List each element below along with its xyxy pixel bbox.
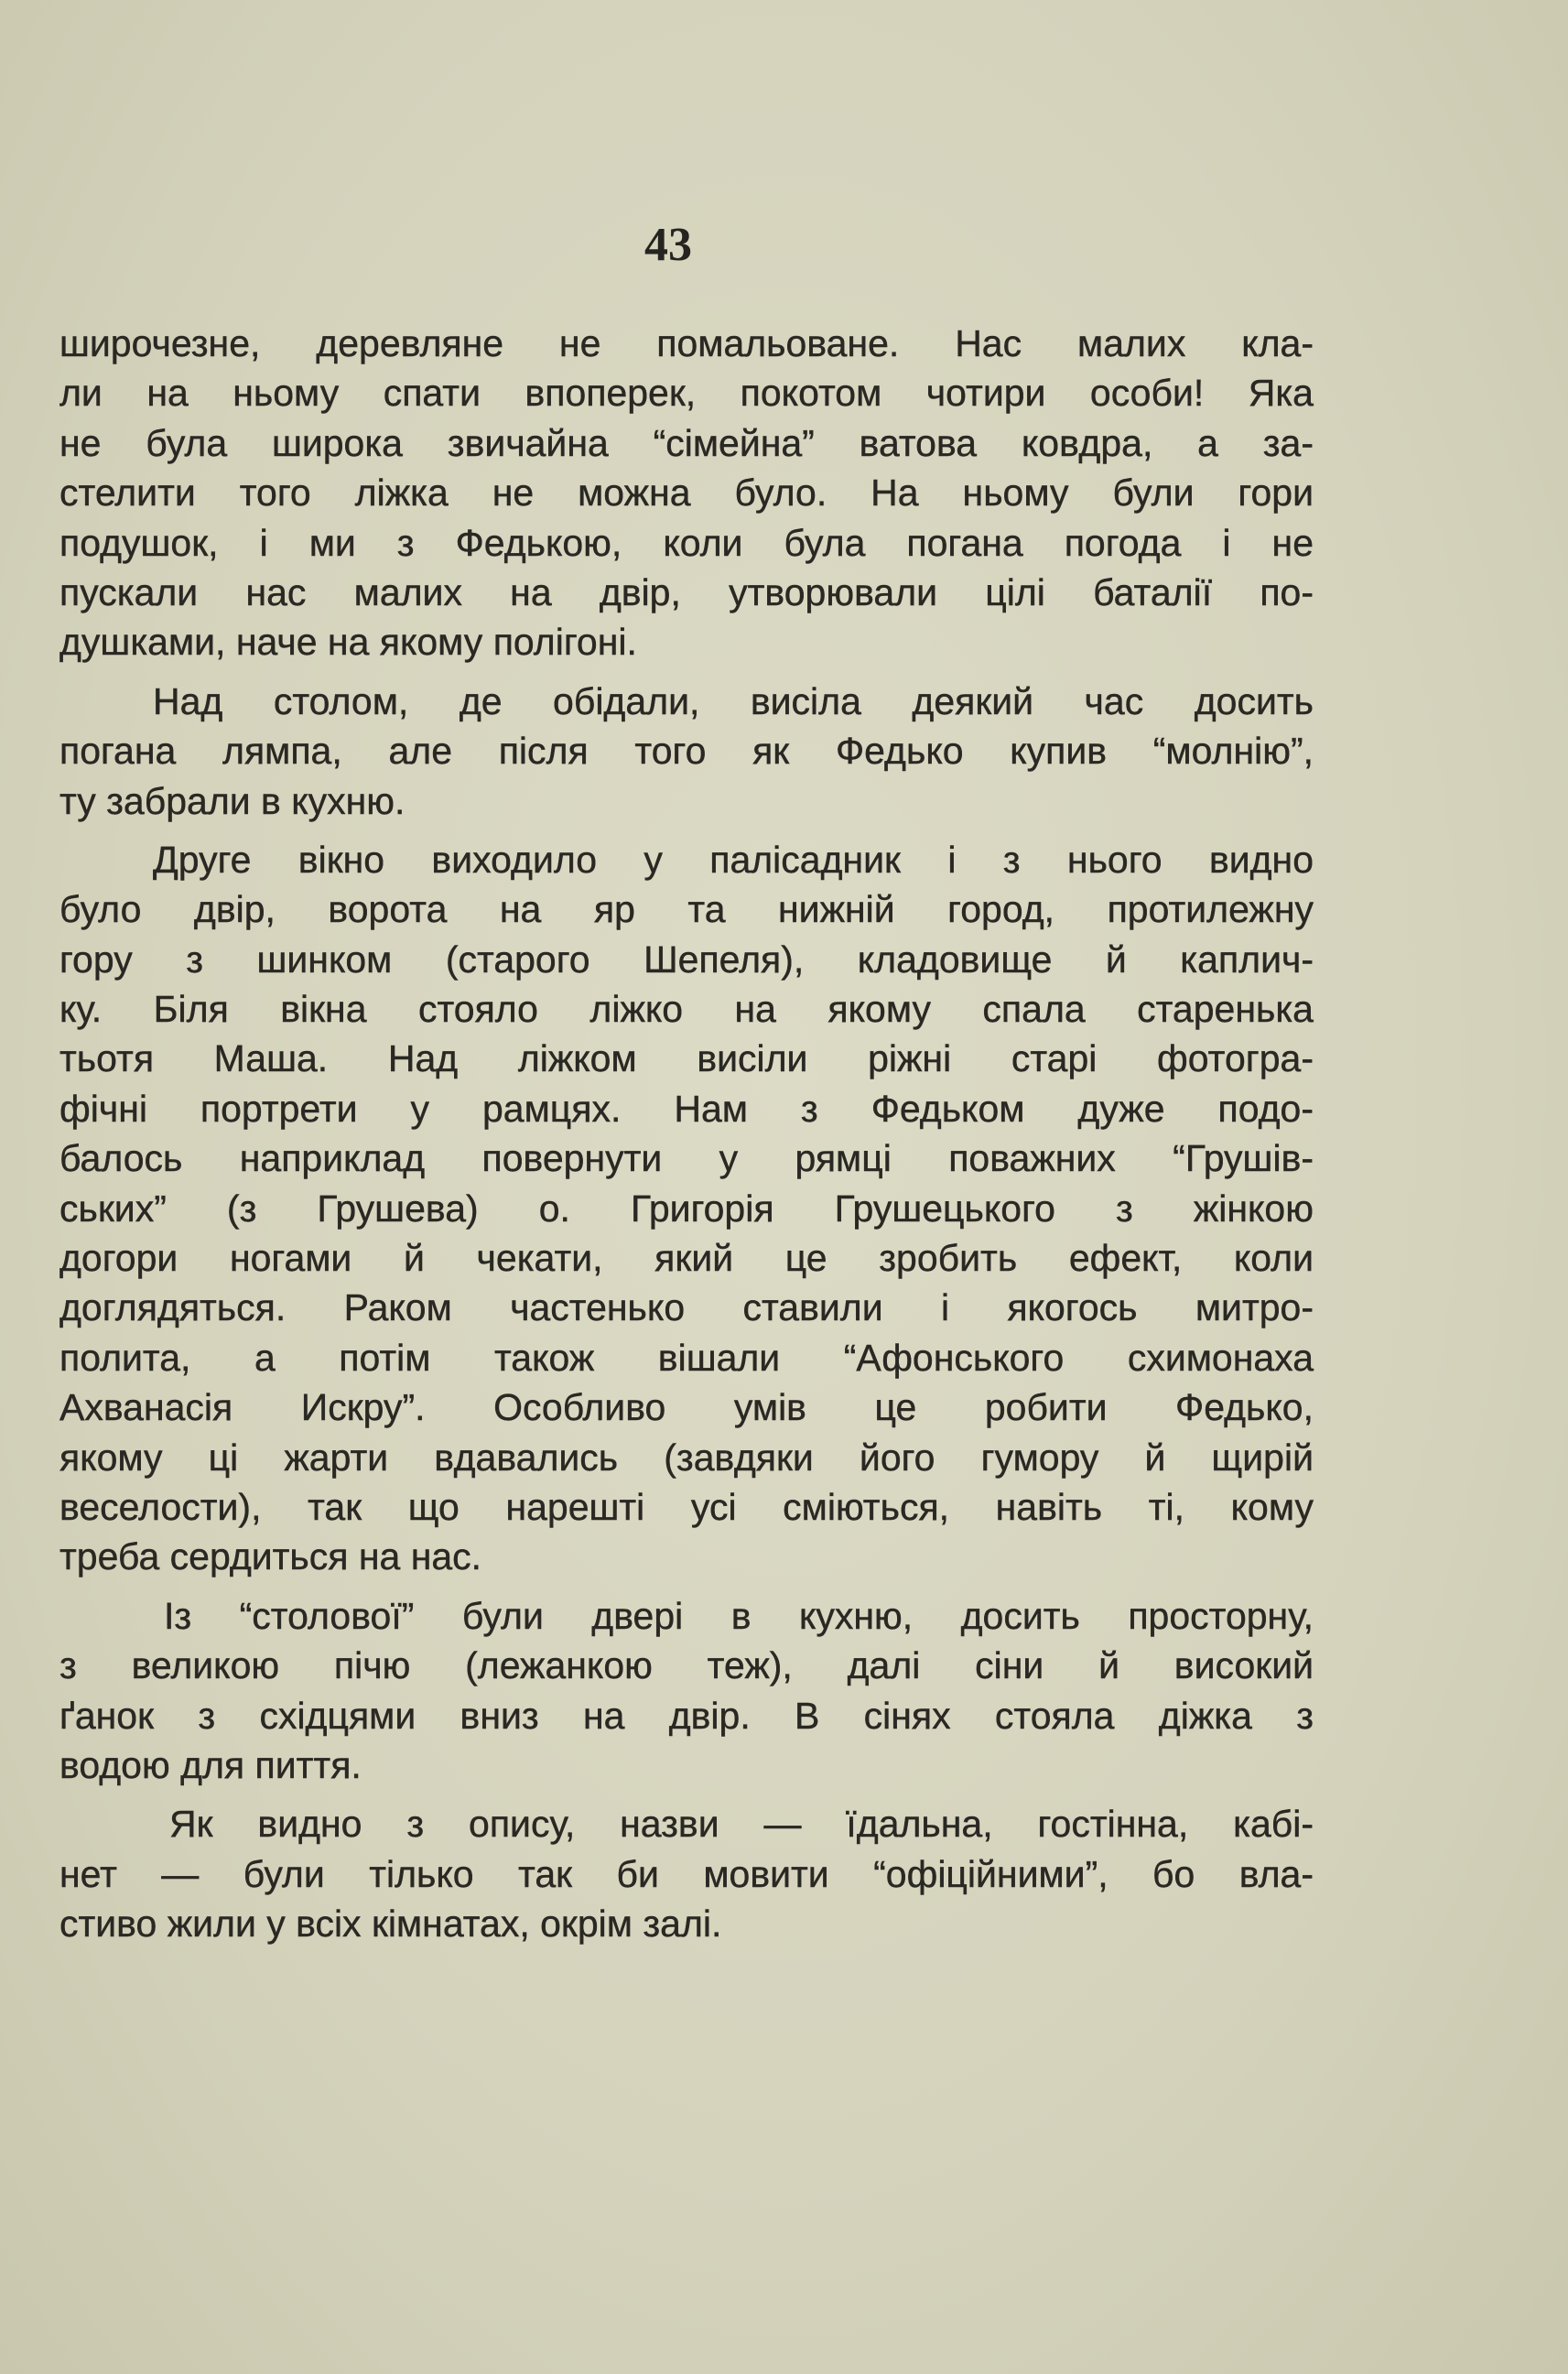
text-line: фічні портрети у рамцях. Нам з Федьком дуже подо- — [59, 1087, 1314, 1130]
text-line: веселости), так що нарешті усі сміються, навіть ті, кому — [59, 1485, 1314, 1528]
text-line: з великою пічю (лежанкою теж), далі сіни й високий — [59, 1644, 1314, 1687]
body-text — [59, 319, 1314, 1958]
text-line: Із “столової” були двері в кухню, досить просторну, — [164, 1594, 1314, 1637]
text-line: водою для пиття. — [59, 1743, 362, 1786]
text-line: пускали нас малих на двір, утворювали цілі баталії по- — [59, 570, 1314, 613]
text-line: подушок, і ми з Федькою, коли була погана погода і не — [59, 521, 1314, 564]
text-line: догори ногами й чекати, який це зробить ефект, коли — [59, 1237, 1314, 1280]
text-line: Як видно з опису, назви — їдальна, гостінна, кабі- — [169, 1803, 1314, 1846]
text-line: стелити того ліжка не можна було. На ньому були гори — [59, 472, 1314, 515]
paragraph — [59, 319, 1314, 667]
text-line: ґанок з східцями вниз на двір. В сінях стояла діжка з — [59, 1694, 1314, 1737]
paragraph — [59, 1591, 1314, 1791]
text-line: Ахванасія Искру”. Особливо умів це робити Федько, — [59, 1386, 1314, 1429]
text-line: ту забрали в кухню. — [59, 779, 406, 822]
text-line: стиво жили у всіх кімнатах, окрім залі. — [59, 1902, 722, 1946]
text-line: ли на ньому спати впоперек, покотом чотири особи! Яка — [59, 372, 1314, 415]
text-line: доглядяться. Раком частенько ставили і якогось митро- — [59, 1286, 1314, 1329]
text-line: ських” (з Грушева) о. Григорія Грушецького з жінкою — [59, 1187, 1314, 1230]
text-line: погана лямпа, але після того як Федько купив “молнію”, — [59, 730, 1314, 773]
page-number: 43 — [644, 219, 692, 271]
text-line: гору з шинком (старого Шепеля), кладовище й каплич- — [59, 938, 1314, 981]
text-line: душками, наче на якому полігоні. — [59, 621, 637, 664]
paragraph — [59, 835, 1314, 1582]
text-line: не була широка звичайна “сімейна” ватова ковдра, а за- — [59, 421, 1314, 464]
text-line: ку. Біля вікна стояло ліжко на якому спала старенька — [59, 988, 1314, 1031]
text-line: якому ці жарти вдавались (завдяки його гумору й щирій — [59, 1436, 1314, 1479]
text-line: широчезне, деревляне не помальоване. Нас малих кла- — [59, 322, 1314, 364]
text-line: треба сердиться на нас. — [59, 1535, 482, 1578]
paragraph — [59, 677, 1314, 826]
text-line: Над столом, де обідали, висіла деякий час досить — [153, 679, 1314, 722]
text-line: Друге вікно виходило у палісадник і з нього видно — [153, 838, 1314, 881]
text-line: полита, а потім також вішали “Афонського схимонаха — [59, 1336, 1314, 1379]
text-line: було двір, ворота на яр та нижній город, протилежну — [59, 888, 1314, 931]
text-line: тьотя Маша. Над ліжком висіли ріжні старі фотогра- — [59, 1037, 1314, 1080]
paragraph — [59, 1799, 1314, 1948]
text-line: балось наприклад повернути у рямці поважних “Грушів- — [59, 1137, 1314, 1180]
text-line: нет — були тілько так би мовити “офіційними”, бо вла- — [59, 1852, 1314, 1895]
